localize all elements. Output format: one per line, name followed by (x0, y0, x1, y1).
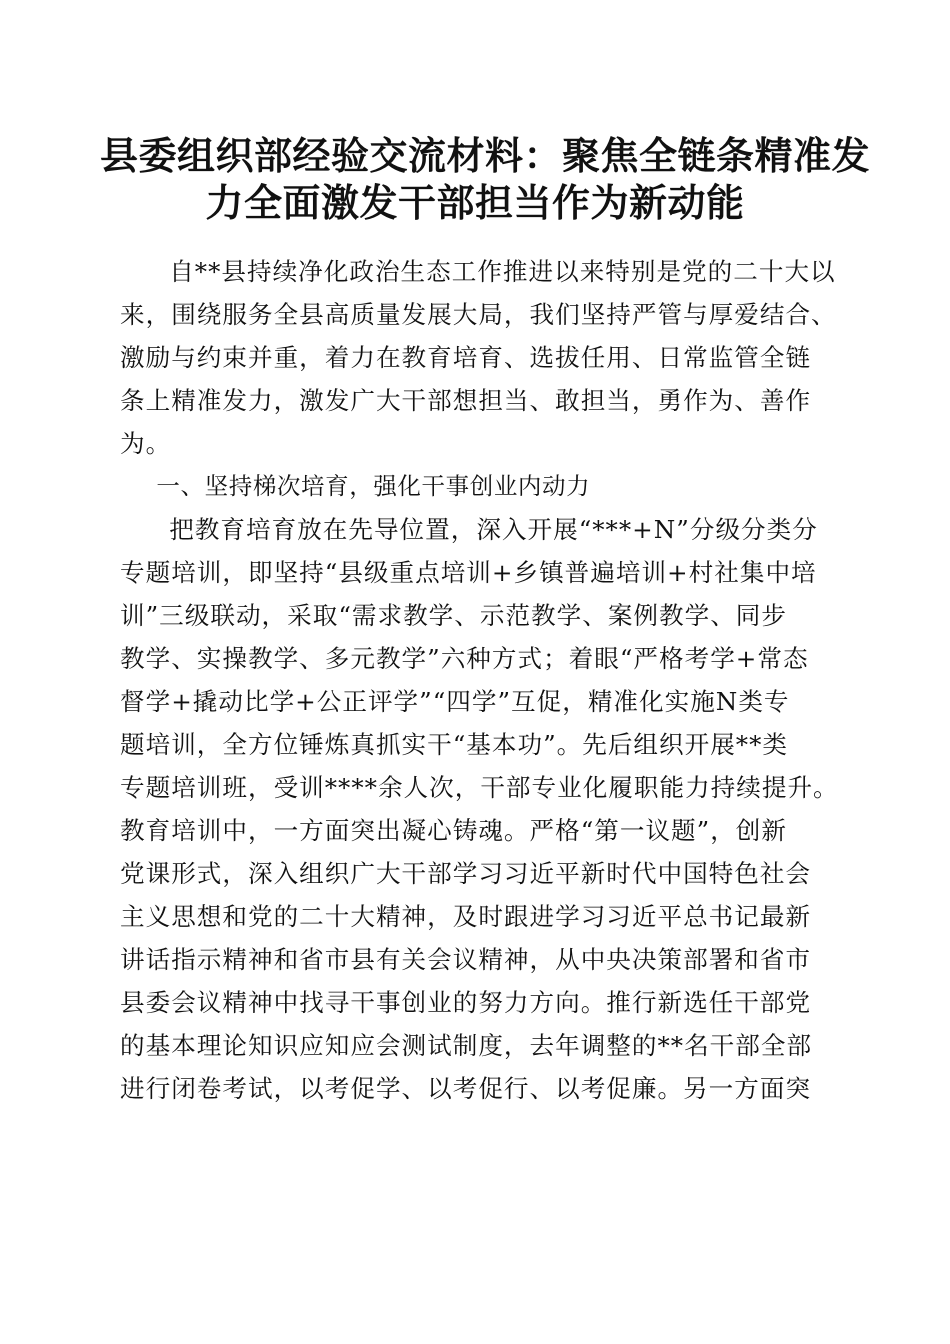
text-line: 题培训，全方位锤炼真抓实干“基本功”。先后组织开展**类 (120, 730, 788, 759)
intro-paragraph (120, 250, 837, 465)
text-line: 督学+撬动比学+公正评学”“四学”互促，精准化实施N类专 (120, 687, 790, 716)
document-title (100, 132, 871, 226)
text-line: 教学、实操教学、多元教学”六种方式；着眼“严格考学+常态 (120, 644, 809, 673)
section1-paragraph (120, 508, 839, 1110)
title-line: 县委组织部经验交流材料：聚焦全链条精准发 (100, 133, 871, 178)
text-line: 把教育培育放在先导位置，深入开展“***+N”分级分类分 (169, 515, 818, 544)
text-line: 专题培训班，受训****余人次，干部专业化履职能力持续提升。 (120, 773, 839, 802)
text-line: 自**县持续净化政治生态工作推进以来特别是党的二十大以 (169, 257, 836, 286)
text-line: 县委会议精神中找寻干事创业的努力方向。推行新选任干部党 (120, 988, 812, 1017)
text-line: 来，围绕服务全县高质量发展大局，我们坚持严管与厚爱结合、 (120, 300, 837, 329)
text-line: 激励与约束并重，着力在教育培育、选拔任用、日常监管全链 (120, 343, 812, 372)
document-body (120, 250, 839, 1110)
text-line: 为。 (120, 429, 172, 458)
text-line: 主义思想和党的二十大精神，及时跟进学习习近平总书记最新 (120, 902, 812, 931)
text-line: 训”三级联动，采取“需求教学、示范教学、案例教学、同步 (120, 601, 787, 630)
section-heading: 一、坚持梯次培育，强化干事创业内动力 (156, 472, 591, 500)
text-line: 教育培训中，一方面突出凝心铸魂。严格“第一议题”，创新 (120, 816, 787, 845)
text-line: 党课形式，深入组织广大干部学习习近平新时代中国特色社会 (120, 859, 812, 888)
text-line: 进行闭卷考试，以考促学、以考促行、以考促廉。另一方面突 (120, 1074, 812, 1103)
text-line: 专题培训，即坚持“县级重点培训+乡镇普遍培训+村社集中培 (120, 558, 817, 587)
text-line: 条上精准发力，激发广大干部想担当、敢担当，勇作为、善作 (120, 386, 812, 415)
text-line: 的基本理论知识应知应会测试制度，去年调整的**名干部全部 (120, 1031, 813, 1060)
text-line: 讲话指示精神和省市县有关会议精神，从中央决策部署和省市 (120, 945, 812, 974)
title-line: 力全面激发干部担当作为新动能 (205, 180, 745, 225)
